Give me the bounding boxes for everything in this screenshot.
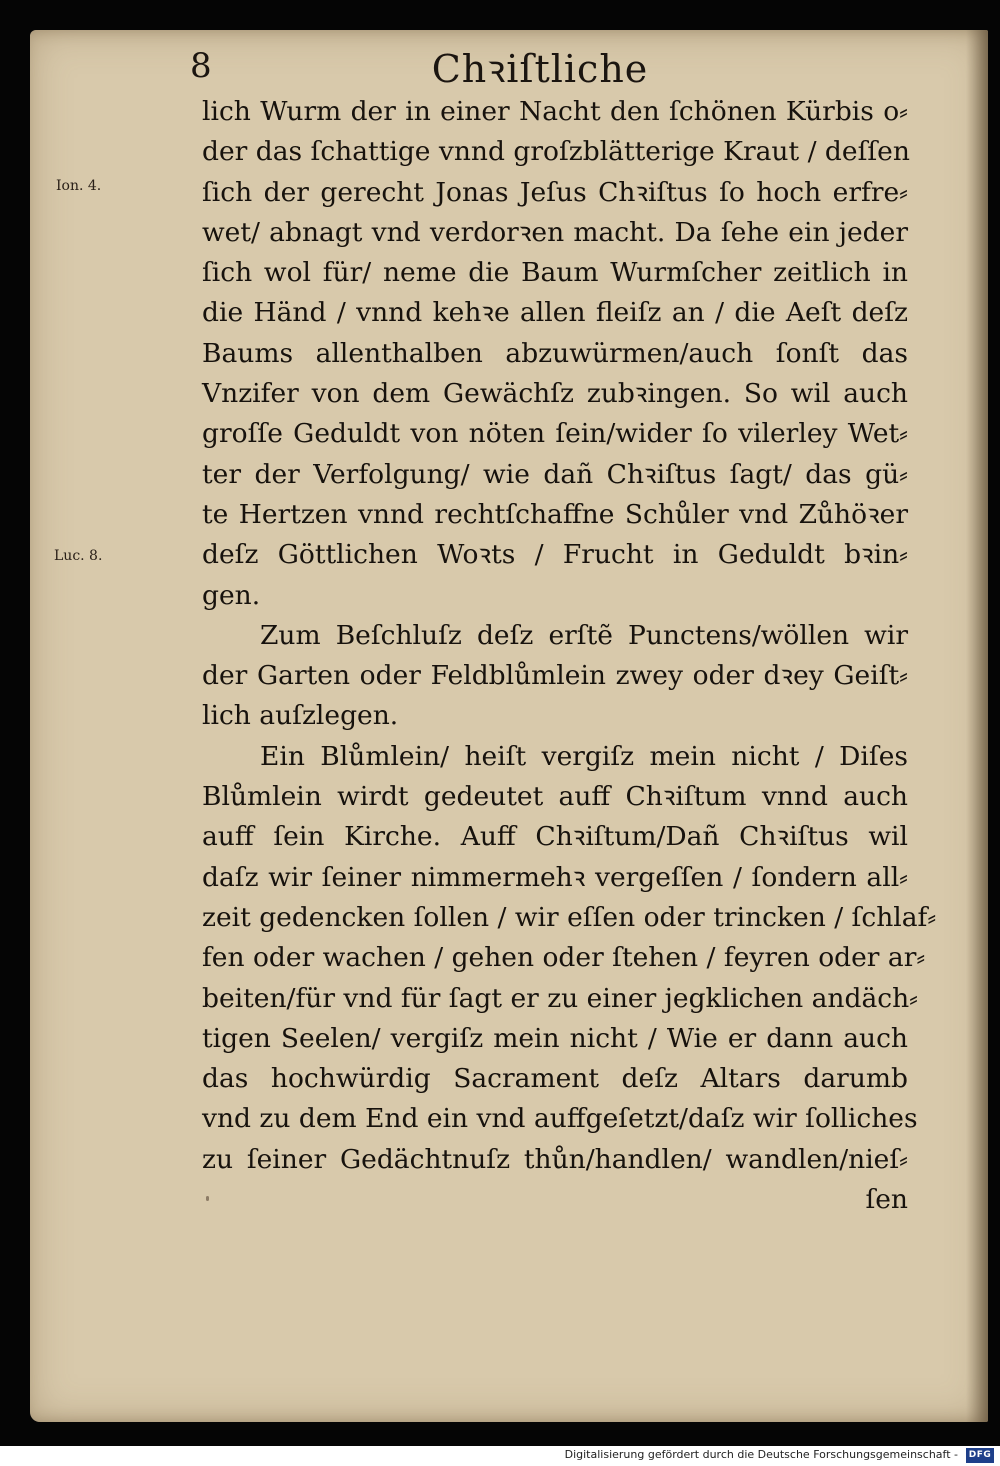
text-line: Ein Blůmlein/ heiſt vergiſz mein nicht / Diſes (260, 740, 908, 772)
text-line: wet/ abnagt vnd verdorꝛen macht. Da ſehe ein jeder (202, 216, 908, 248)
text-line: tigen Seelen/ vergiſz mein nicht / Wie er dann auch (202, 1022, 908, 1054)
text-line: beiten/für vnd für ſagt er zu einer jegklichen andäch⸗ (202, 982, 918, 1014)
margin-note-ion: Ion. 4. (56, 178, 102, 194)
text-line: zu ſeiner Gedächtnuſz thůn/handlen/ wandlen/nieſ⸗ (202, 1143, 908, 1175)
text-line: lich Wurm der in einer Nacht den ſchönen Kürbis o⸗ (202, 96, 908, 127)
text-line: die Händ / vnnd kehꝛe allen fleiſz an / die Aeſt deſz (202, 297, 908, 329)
text-line: vnd zu dem End ein vnd auffgeſetzt/daſz wir ſolliches (202, 1103, 918, 1135)
text-line: Zum Beſchluſz deſz erſtẽ Punctens/wöllen wir (260, 619, 908, 651)
paper-speck (206, 1196, 209, 1201)
footer-credit: Digitalisierung gefördert durch die Deutsche Forschungsgemeinschaft - (564, 1448, 958, 1461)
text-line: fen oder wachen / gehen oder ſtehen / feyren oder ar⸗ (202, 942, 926, 974)
text-line: ſich der gerecht Jonas Jeſus Chꝛiſtus ſo hoch erfre⸗ (202, 176, 908, 208)
text-line: das hochwürdig Sacrament deſz Altars darumb (202, 1063, 908, 1095)
text-line: der das ſchattige vnnd groſzblätterige Kraut / deſſen (202, 136, 910, 168)
text-line: Vnzifer von dem Gewächſz zubꝛingen. So wil auch (202, 378, 908, 410)
text-line: gen. (202, 579, 261, 611)
text-line: der Garten oder Feldblůmlein zwey oder dꝛey Geiſt⸗ (202, 660, 908, 692)
text-line: lich auſzlegen. (202, 700, 399, 732)
text-line: deſz Göttlichen Woꝛts / Frucht in Geduldt bꝛin⸗ (202, 539, 908, 571)
text-line: groſſe Geduldt von nöten ſein/wider ſo vilerley Wet⸗ (202, 418, 908, 450)
text-line: daſz wir ſeiner nimmermehꝛ vergeſſen / ſondern all⸗ (202, 861, 908, 893)
text-line: ſich wol für/ neme die Baum Wurmſcher zeitlich in (202, 257, 908, 289)
running-title: Chꝛiſtliche (431, 47, 649, 91)
dfg-logo-icon: DFG (966, 1448, 994, 1463)
text-line: auff ſein Kirche. Auff Chꝛiſtum/Dañ Chꝛiſtus wil (202, 821, 908, 853)
text-line: ter der Verfolgung/ wie dañ Chꝛiſtus ſagt/ das gü⸗ (202, 458, 908, 490)
text-line: Baums allenthalben abzuwürmen/auch ſonſt das (202, 337, 908, 369)
text-line: te Hertzen vnnd rechtſchaffne Schůler vnd Zůhöꝛer (202, 498, 908, 530)
text-line: Blůmlein wirdt gedeutet auff Chꝛiſtum vnnd auch (202, 781, 908, 813)
margin-note-luc: Luc. 8. (54, 548, 103, 564)
digitization-footer (0, 1446, 1000, 1466)
page-number: 8 (190, 46, 212, 86)
running-head (190, 42, 890, 91)
text-line: zeit gedencken ſollen / wir eſſen oder trincken / ſchlaf⸗ (202, 901, 937, 933)
body-text (202, 92, 937, 1220)
catchword: ſen (865, 1184, 908, 1216)
page-edge-shadow (966, 30, 988, 1422)
